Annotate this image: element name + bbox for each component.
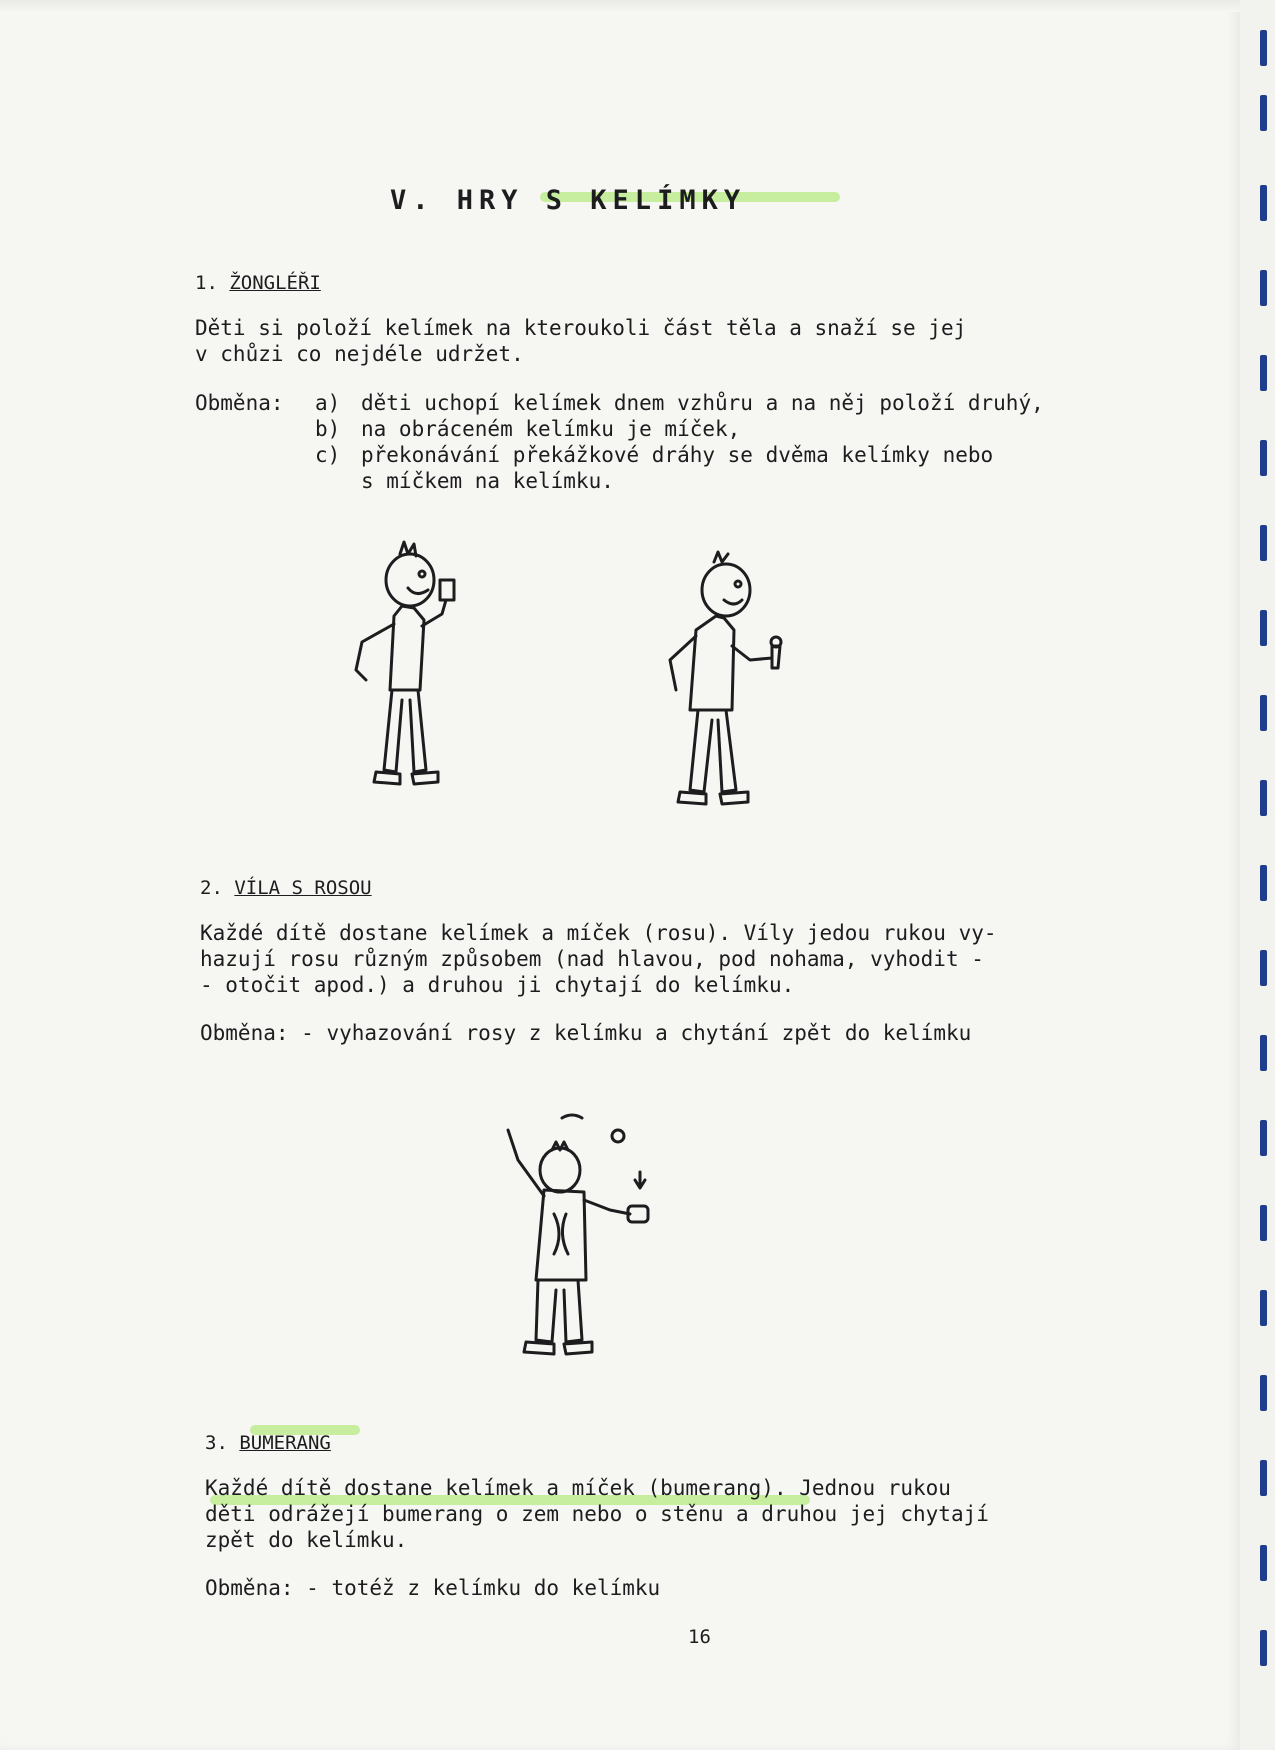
section-1-description — [195, 315, 966, 367]
page-number: 16 — [688, 1626, 711, 1648]
binding-ring — [1260, 695, 1267, 731]
variation-text: na obráceném kelímku je míček, — [361, 417, 741, 441]
binding-ring — [1260, 1205, 1267, 1241]
variation-label: Obměna: — [205, 1576, 294, 1600]
binding-ring — [1260, 355, 1267, 391]
section-2-description-line: Každé dítě dostane kelímek a míček (rosu). Víly jedou rukou vy- — [200, 921, 997, 945]
fairy-figure — [500, 1110, 680, 1390]
section-1-description-line: v chůzi co nejdéle udržet. — [195, 342, 524, 366]
binding-ring — [1260, 185, 1267, 221]
variation-text: - vyhazování rosy z kelímku a chytání zpět do kelímku — [301, 1021, 972, 1045]
binding-ring — [1260, 1545, 1267, 1581]
section-2-number: 2. — [200, 877, 223, 899]
variation-row — [195, 416, 1044, 442]
binding-ring — [1260, 30, 1267, 66]
binding-ring — [1260, 1120, 1267, 1156]
variation-letter: c) — [315, 443, 341, 467]
binding-ring — [1260, 525, 1267, 561]
section-3-number: 3. — [205, 1432, 228, 1454]
binding-ring — [1260, 270, 1267, 306]
section-3-heading: BUMERANG — [239, 1432, 331, 1454]
binding-ring — [1260, 440, 1267, 476]
variation-row — [195, 390, 1044, 416]
binding-ring — [1260, 1375, 1267, 1411]
section-2-description-line: - otočit apod.) a druhou ji chytají do kelímku. — [200, 973, 795, 997]
section-1-header — [195, 272, 321, 294]
binding-ring — [1260, 1460, 1267, 1496]
section-1-description-line: Děti si položí kelímek na kteroukoli část těla a snaží se jej — [195, 316, 967, 340]
variation-label: Obměna: — [200, 1021, 289, 1045]
spiral-binding — [1240, 0, 1275, 1750]
section-3-header — [205, 1432, 331, 1454]
juggler-figure-right — [640, 550, 810, 830]
section-2-heading: VÍLA S ROSOU — [234, 877, 372, 899]
section-2-description-line: hazují rosu různým způsobem (nad hlavou, pod nohama, vyhodit - — [200, 947, 984, 971]
section-3-description-line: zpět do kelímku. — [205, 1528, 408, 1552]
variation-text-continued: s míčkem na kelímku. — [361, 469, 614, 493]
section-2-header — [200, 877, 372, 899]
binding-ring — [1260, 1035, 1267, 1071]
binding-ring — [1260, 95, 1267, 131]
section-2-variation — [200, 1020, 971, 1046]
variation-label: Obměna: — [195, 391, 284, 415]
section-3-description-line: děti odrážejí bumerang o zem nebo o stěnu a druhou jej chytají — [205, 1502, 989, 1526]
section-3-variation — [205, 1575, 660, 1601]
variation-text: děti uchopí kelímek dnem vzhůru a na něj položí druhý, — [361, 391, 1044, 415]
binding-ring — [1260, 1630, 1267, 1666]
variation-letter: b) — [315, 417, 341, 441]
variation-text: - totéž z kelímku do kelímku — [306, 1576, 661, 1600]
juggler-figure-left — [330, 540, 500, 830]
section-1-heading: ŽONGLÉŘI — [229, 272, 321, 294]
page-top-edge — [0, 0, 1240, 12]
section-1-number: 1. — [195, 272, 218, 294]
binding-ring — [1260, 950, 1267, 986]
page-title: V. HRY S KELÍMKY — [390, 185, 747, 216]
section-3-description — [205, 1475, 989, 1553]
section-3-description-line: Každé dítě dostane kelímek a míček (bumerang). Jednou rukou — [205, 1476, 951, 1500]
variation-letter: a) — [315, 391, 341, 415]
binding-ring — [1260, 1290, 1267, 1326]
variation-row — [195, 442, 1044, 468]
binding-ring — [1260, 610, 1267, 646]
binding-ring — [1260, 865, 1267, 901]
binding-ring — [1260, 780, 1267, 816]
variation-text: překonávání překážkové dráhy se dvěma kelímky nebo — [361, 443, 994, 467]
section-1-variations — [195, 390, 1044, 494]
section-2-description — [200, 920, 997, 998]
